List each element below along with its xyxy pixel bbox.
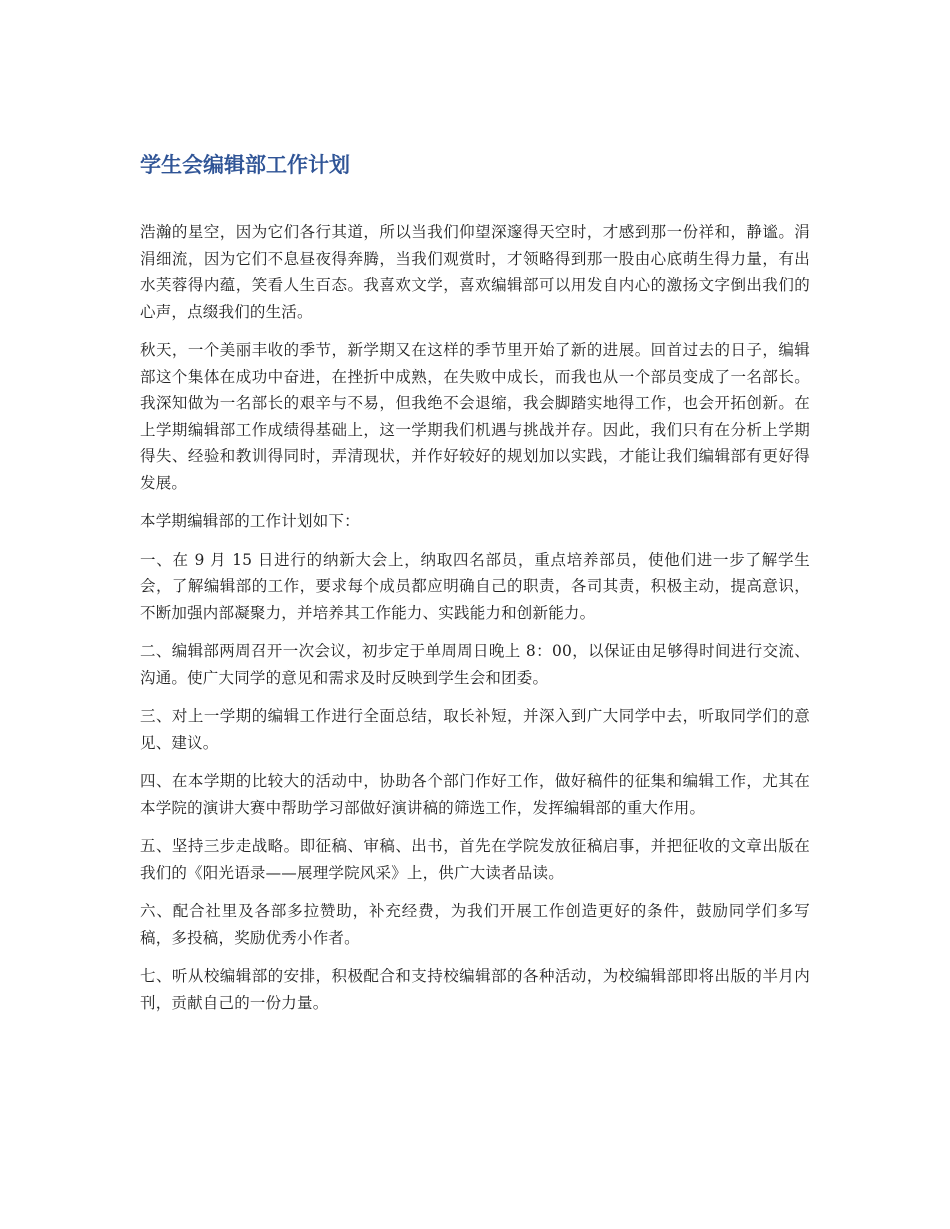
paragraph-item-7: 七、听从校编辑部的安排，积极配合和支持校编辑部的各种活动，为校编辑部即将出版的半月内刊，贡献自己的一份力量。: [140, 967, 810, 1012]
document-title: 学生会编辑部工作计划: [140, 153, 350, 177]
paragraph-plan-heading: 本学期编辑部的工作计划如下：: [140, 512, 360, 530]
paragraph-item-5: 五、坚持三步走战略。即征稿、审稿、出书，首先在学院发放征稿启事，并把征收的文章出版在我们的《阳光语录——展理学院风采》上，供广大读者品读。: [140, 837, 810, 882]
paragraph-item-3: 三、对上一学期的编辑工作进行全面总结，取长补短，并深入到广大同学中去，听取同学们的意见、建议。: [140, 707, 810, 752]
paragraph-intro: 浩瀚的星空，因为它们各行其道，所以当我们仰望深邃得天空时，才感到那一份祥和，静谧。涓涓细流，因为它们不息昼夜得奔腾，当我们观赏时，才领略得到那一股由心底萌生得力量，有出水芙蓉得内蕴，笑看人生百态。我喜欢文学，喜欢编辑部可以用发自内心的激扬文字倒出我们的心声，点缀我们的生活。: [140, 223, 810, 321]
paragraph-autumn: 秋天，一个美丽丰收的季节，新学期又在这样的季节里开始了新的进展。回首过去的日子，编辑部这个集体在成功中奋进，在挫折中成熟，在失败中成长，而我也从一个部员变成了一名部长。我深知做为一名部长的艰辛与不易，但我绝不会退缩，我会脚踏实地得工作，也会开拓创新。在上学期编辑部工作成绩得基础上，这一学期我们机遇与挑战并存。因此，我们只有在分析上学期得失、经验和教训得同时，弄清现状，并作好较好的规划加以实践，才能让我们编辑部有更好得发展。: [140, 341, 810, 492]
document-body: [140, 219, 810, 1028]
paragraph-item-1: 一、在 9 月 15 日进行的纳新大会上，纳取四名部员，重点培养部员，使他们进一步了解学生会，了解编辑部的工作，要求每个成员都应明确自己的职责，各司其责，积极主动，提高意识，不断加强内部凝聚力，并培养其工作能力、实践能力和创新能力。: [140, 550, 810, 622]
paragraph-item-4: 四、在本学期的比较大的活动中，协助各个部门作好工作，做好稿件的征集和编辑工作，尤其在本学院的演讲大赛中帮助学习部做好演讲稿的筛选工作，发挥编辑部的重大作用。: [140, 772, 810, 817]
paragraph-item-6: 六、配合社里及各部多拉赞助，补充经费，为我们开展工作创造更好的条件，鼓励同学们多写稿，多投稿，奖励优秀小作者。: [140, 902, 810, 947]
paragraph-item-2: 二、编辑部两周召开一次会议，初步定于单周周日晚上 8：00，以保证由足够得时间进行交流、沟通。使广大同学的意见和需求及时反映到学生会和团委。: [140, 642, 810, 687]
